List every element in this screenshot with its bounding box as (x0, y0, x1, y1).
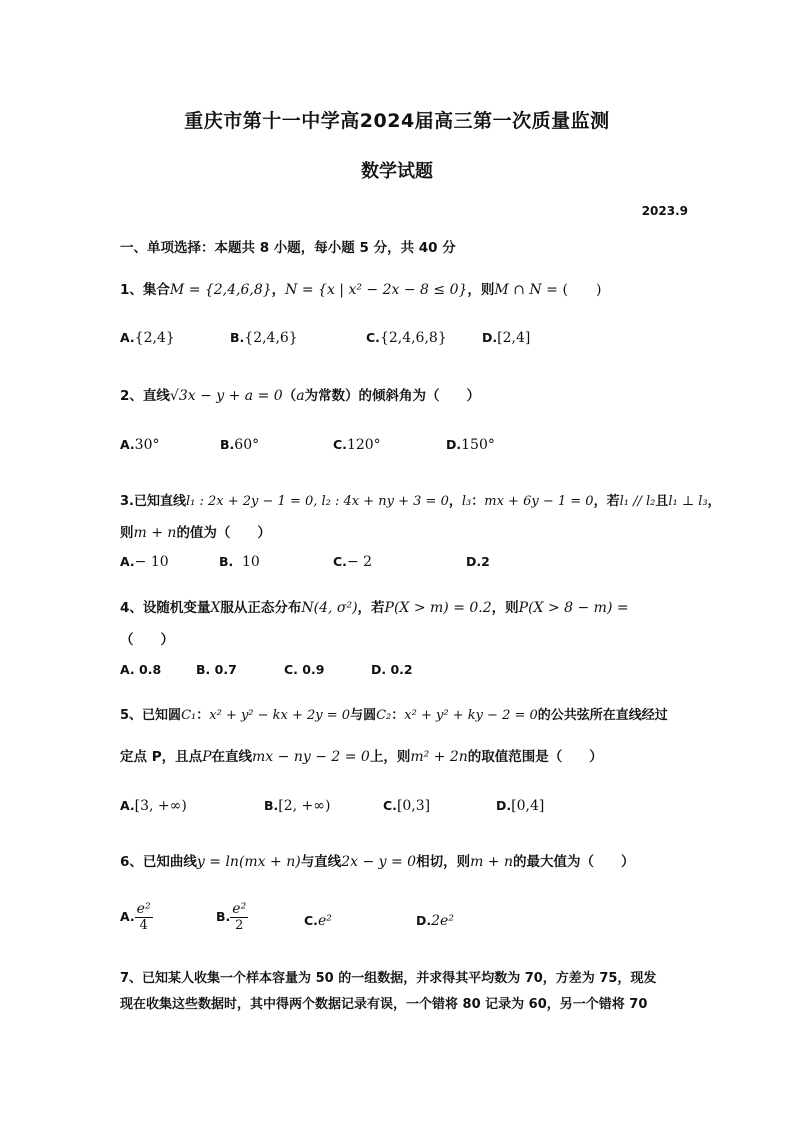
question-4-option-a: A. 0.8 (120, 662, 162, 677)
question-6-option-c: C.e² (304, 913, 332, 929)
question-6-option-a: A. $\frac{\text{e²}}{4}$ (120, 901, 151, 933)
fraction: $\frac{\text{e²}}{4}$ (136, 901, 151, 933)
question-2-option-d: D.150° (446, 437, 495, 453)
question-1-option-c: C.{2,4,6,8} (366, 330, 447, 346)
question-1-option-b: B.{2,4,6} (230, 330, 298, 346)
question-3-stem-line-1: 3.已知直线l₁ : 2x + 2y − 1 = 0, l₂ : 4x + ny + 3 = 0，l₃：mx + 6y − 1 = 0，若l₁ // l₂且l₁ ⊥ l₃， (120, 494, 721, 509)
exam-date: 2023.9 (641, 204, 688, 218)
question-2-stem: 2、直线√3x − y + a = 0（a为常数）的倾斜角为（ ） (120, 388, 481, 404)
question-1-stem: 1、集合M = {2,4,6,8}，N = {x | x² − 2x − 8 ≤ 0}，则M ∩ N = ( ) (120, 282, 602, 298)
section-heading: 一、单项选择：本题共 8 小题，每小题 5 分，共 40 分 (120, 240, 456, 256)
question-4-option-b: B. 0.7 (196, 662, 237, 677)
question-2-option-c: C.120° (333, 437, 381, 453)
question-5-option-b: B.[2, +∞) (264, 798, 331, 814)
question-3-option-d: D.2 (466, 554, 490, 569)
question-5-option-d: D.[0,4] (496, 798, 545, 814)
question-2-option-a: A.30° (120, 437, 160, 453)
question-1-option-d: D.[2,4] (482, 330, 531, 346)
question-4-stem-line-2: （ ） (120, 632, 174, 648)
question-5-stem-line-1: 5、已知圆C₁：x² + y² − kx + 2y = 0与圆C₂：x² + y² + ky − 2 = 0的公共弦所在直线经过 (120, 708, 668, 723)
question-7-stem-line-1: 7、已知某人收集一个样本容量为 50 的一组数据，并求得其平均数为 70，方差为 75，现发 (120, 971, 657, 986)
question-3-option-c: C.− 2 (333, 554, 373, 570)
question-4-option-c: C. 0.9 (284, 662, 325, 677)
question-3-option-b: B. 10 (219, 554, 260, 570)
question-4-option-d: D. 0.2 (371, 662, 413, 677)
question-4-stem-line-1: 4、设随机变量X服从正态分布N(4, σ²)，若P(X > m) = 0.2，则P(X > 8 − m) = (120, 600, 629, 616)
question-2-option-b: B.60° (220, 437, 260, 453)
question-6-stem: 6、已知曲线y = ln(mx + n)与直线2x − y = 0相切，则m + n的最大值为（ ） (120, 854, 635, 870)
question-5-option-a: A.[3, +∞) (120, 798, 187, 814)
question-5-stem-line-2: 定点 P，且点P在直线mx − ny − 2 = 0上，则m² + 2n的取值范围是（ ） (120, 749, 603, 765)
question-6-option-b: B. $\frac{\text{e²}}{2}$ (216, 901, 247, 933)
subject-title: 数学试题 (361, 161, 433, 182)
question-3-option-a: A.− 10 (120, 554, 169, 570)
question-7-stem-line-2: 现在收集这些数据时，其中得两个数据记录有误，一个错将 80 记录为 60，另一个错将 70 (120, 997, 648, 1012)
question-1-option-a: A.{2,4} (120, 330, 175, 346)
question-3-stem-line-2: 则m + n的值为（ ） (120, 525, 271, 541)
question-5-option-c: C.[0,3] (383, 798, 431, 814)
fraction: $\frac{\text{e²}}{2}$ (232, 901, 247, 933)
school-title: 重庆市第十一中学高2024届高三第一次质量监测 (184, 110, 610, 132)
question-6-option-d: D.2e² (416, 913, 454, 929)
